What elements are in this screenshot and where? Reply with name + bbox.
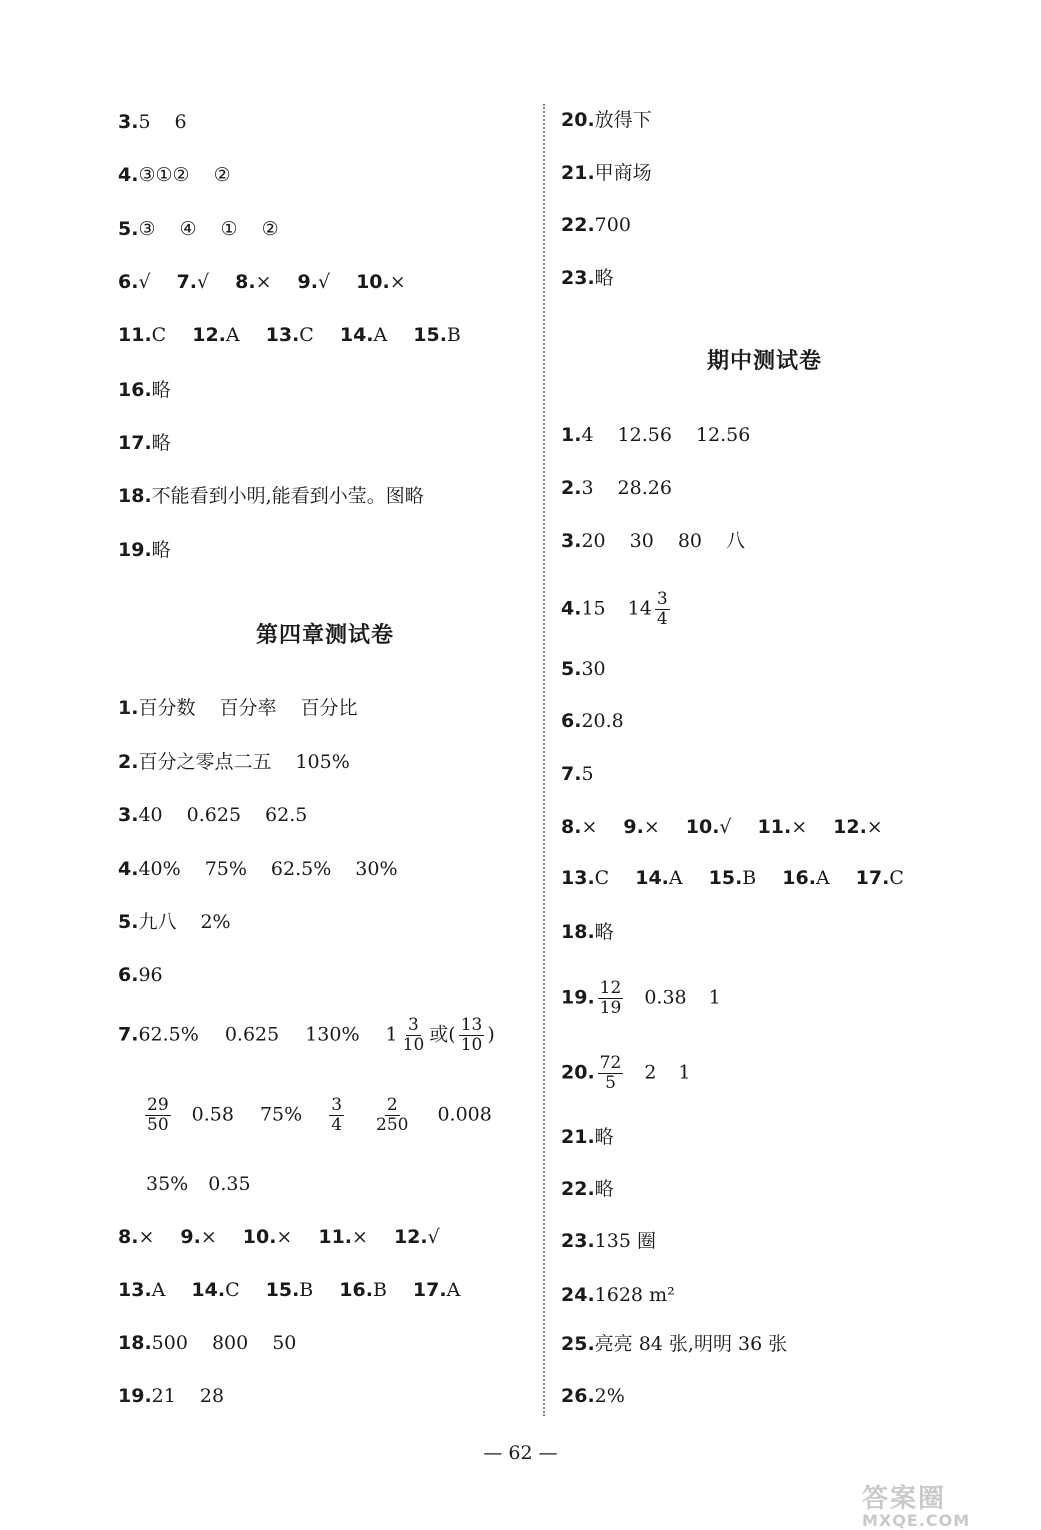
answer-line: [118, 163, 231, 187]
question-number: 6.: [118, 964, 139, 986]
answer-line: [561, 108, 652, 132]
answer-value: 12.56: [695, 424, 751, 446]
answer-value: 略: [594, 921, 614, 943]
fraction: [401, 1016, 427, 1055]
fraction: [655, 590, 670, 629]
question-number: 1.: [561, 424, 582, 446]
answer-value: 2: [644, 1061, 657, 1084]
answer-value: 12.56: [617, 424, 672, 446]
question-number: 7.: [176, 271, 198, 293]
answer-value: 30: [629, 530, 654, 552]
fraction: [329, 1096, 344, 1135]
question-number: 26.: [561, 1385, 595, 1407]
fraction-denominator: 50: [147, 1115, 169, 1135]
answer-value: ×: [200, 1226, 217, 1248]
answer-value: 40%: [138, 858, 181, 880]
answer-value: 百分数: [138, 697, 196, 719]
answer-line: [561, 866, 904, 890]
question-number: 10.: [356, 271, 390, 293]
answer-value: 40: [138, 804, 163, 826]
answer-value: 3: [581, 477, 594, 499]
question-number: 9.: [623, 816, 644, 838]
answer-value: 20.8: [581, 710, 624, 732]
answer-line: [118, 696, 358, 720]
answer-line: [561, 979, 721, 1018]
answer-line: [561, 423, 750, 447]
question-number: 14.: [339, 324, 374, 346]
answer-value: 5: [138, 111, 151, 133]
answer-value: 30%: [355, 858, 398, 880]
answer-value: 1: [708, 986, 721, 1009]
answer-value: A: [151, 1279, 166, 1301]
question-number: 19.: [561, 986, 595, 1009]
answer-line: [561, 266, 614, 290]
question-number: 22.: [561, 1178, 595, 1200]
question-number: 1.: [118, 697, 139, 719]
fraction-denominator: 4: [331, 1115, 343, 1135]
question-number: 18.: [118, 485, 152, 507]
answer-value: C: [151, 324, 167, 346]
fraction-denominator: 4: [656, 609, 668, 629]
answer-value: 35%: [146, 1173, 189, 1195]
answer-value: A: [668, 867, 683, 889]
question-number: 23.: [561, 267, 595, 289]
question-number: 15.: [265, 1279, 300, 1301]
answer-value: ②: [261, 218, 279, 240]
answer-value: 20: [581, 530, 606, 552]
answer-value: √: [197, 271, 210, 293]
fraction: [374, 1096, 410, 1135]
question-number: 10.: [685, 816, 720, 838]
answer-line: [118, 857, 398, 881]
answer-value: 105%: [295, 751, 350, 773]
answer-line: [561, 1283, 675, 1307]
fraction: [145, 1096, 171, 1135]
answer-value: 50: [272, 1332, 297, 1354]
answer-value: ×: [643, 816, 660, 838]
answer-value: 500: [151, 1332, 188, 1354]
answer-line: [561, 920, 614, 944]
question-number: 13.: [265, 324, 300, 346]
answer-value: 0.35: [208, 1173, 251, 1195]
question-number: 2.: [561, 477, 582, 499]
answer-value: 62.5%: [270, 858, 332, 880]
answer-line: [118, 1384, 224, 1408]
fraction-numerator: 13: [460, 1015, 483, 1035]
answer-line: [118, 217, 279, 241]
question-number: 14.: [635, 867, 669, 889]
question-number: 3.: [561, 530, 582, 552]
answer-value: B: [372, 1279, 387, 1301]
answer-value: ④: [179, 218, 197, 240]
question-number: 25.: [561, 1333, 595, 1355]
answer-value: ①: [220, 218, 238, 240]
question-number: 24.: [561, 1284, 595, 1306]
answer-value: B: [446, 324, 461, 346]
answer-line: [118, 538, 171, 562]
question-number: 17.: [412, 1279, 447, 1301]
answer-value: 略: [151, 539, 171, 561]
fraction-numerator: 12: [599, 978, 622, 998]
answer-value: 14: [627, 597, 652, 620]
answer-line: [561, 161, 652, 185]
answer-value: 百分率: [219, 697, 277, 719]
answer-value: ×: [389, 271, 406, 293]
answer-line: [118, 378, 171, 402]
fraction-denominator: 10: [460, 1035, 483, 1055]
question-number: 9.: [297, 271, 318, 293]
fraction-denominator: 5: [605, 1073, 616, 1093]
answer-line: [561, 529, 745, 553]
answer-value: A: [446, 1279, 461, 1301]
answer-value: 28.26: [617, 477, 672, 499]
watermark-url: MXQE.COM: [862, 1511, 971, 1530]
answer-line: [561, 709, 624, 733]
answer-value: 百分之零点二五: [138, 751, 272, 773]
question-number: 4.: [118, 858, 139, 880]
answer-value: ×: [352, 1226, 368, 1248]
answer-value: √: [317, 271, 331, 293]
question-number: 16.: [782, 867, 816, 889]
answer-line: [561, 657, 606, 681]
answer-value: 0.38: [644, 986, 687, 1009]
question-number: 16.: [339, 1279, 373, 1301]
fraction-numerator: 72: [599, 1053, 622, 1073]
fraction: [598, 1054, 624, 1093]
close-paren: ): [487, 1023, 495, 1046]
answer-value: 略: [594, 267, 614, 289]
answer-line: [561, 1054, 691, 1093]
answer-value: ×: [255, 271, 272, 293]
answer-value: ②: [213, 164, 231, 186]
question-number: 10.: [242, 1226, 277, 1248]
answer-value: 21: [151, 1385, 176, 1407]
fraction: [459, 1016, 485, 1055]
answer-value: 2%: [200, 911, 231, 933]
answer-value: 6: [174, 111, 187, 133]
question-number: 17.: [118, 432, 152, 454]
answer-line: [561, 1384, 625, 1408]
question-number: 13.: [561, 867, 595, 889]
answer-line: [561, 476, 672, 500]
answer-line: [561, 590, 673, 629]
question-number: 2.: [118, 751, 139, 773]
question-number: 7.: [561, 763, 582, 785]
fraction-numerator: 3: [331, 1095, 343, 1115]
section-title: 第四章测试卷: [256, 623, 395, 648]
answer-value: A: [815, 867, 830, 889]
answer-value: ×: [276, 1226, 293, 1248]
answer-line: [118, 1331, 296, 1355]
question-number: 19.: [118, 539, 152, 561]
question-number: 4.: [118, 164, 139, 186]
question-number: 12.: [833, 816, 867, 838]
answer-value: √: [427, 1226, 440, 1248]
question-number: 18.: [561, 921, 595, 943]
answer-value: 亮亮 84 张,明明 36 张: [594, 1333, 788, 1355]
answer-value: 700: [594, 214, 631, 236]
answer-line: [561, 1229, 656, 1253]
question-number: 6.: [561, 710, 582, 732]
answer-line: [561, 815, 883, 839]
answer-value: 略: [594, 1126, 614, 1148]
answer-value: C: [299, 324, 314, 346]
question-number: 11.: [757, 816, 792, 838]
answer-line: [118, 431, 171, 455]
answer-value: 略: [151, 379, 171, 401]
column-divider: [543, 104, 545, 1416]
answer-line: [118, 484, 424, 508]
answer-line: [118, 803, 307, 827]
question-number: 6.: [118, 271, 139, 293]
answer-line: [561, 1125, 614, 1149]
answer-line: [118, 910, 231, 934]
question-number: 14.: [191, 1279, 226, 1301]
answer-line: [561, 1177, 614, 1201]
answer-value: 0.58: [191, 1103, 234, 1126]
answer-value: 75%: [259, 1103, 303, 1126]
answer-value: 1: [385, 1023, 398, 1046]
answer-value: 九八: [138, 911, 177, 933]
question-number: 8.: [118, 1226, 139, 1248]
question-number: 8.: [235, 271, 256, 293]
question-number: 5.: [561, 658, 582, 680]
fraction-denominator: 250: [376, 1115, 409, 1135]
answer-value: 2%: [594, 1385, 625, 1407]
answer-value: 不能看到小明,能看到小莹。图略: [151, 485, 424, 507]
question-number: 12.: [393, 1226, 428, 1248]
question-number: 4.: [561, 597, 582, 620]
answer-value: √: [719, 816, 732, 838]
answer-value: 96: [138, 964, 163, 986]
fraction-numerator: 2: [386, 1095, 398, 1115]
fraction-numerator: 29: [147, 1095, 169, 1115]
question-number: 15.: [413, 324, 447, 346]
question-number: 18.: [118, 1332, 152, 1354]
question-number: 20.: [561, 109, 595, 131]
question-number: 5.: [118, 218, 139, 240]
answer-line: [561, 762, 594, 786]
question-number: 3.: [118, 111, 139, 133]
answer-value: ×: [791, 816, 808, 838]
answer-value: A: [373, 324, 388, 346]
answer-value: 30: [581, 658, 606, 680]
question-number: 16.: [118, 379, 152, 401]
question-number: 15.: [708, 867, 743, 889]
watermark-logo: [862, 1478, 1032, 1530]
answer-value: 放得下: [594, 109, 652, 131]
question-number: 9.: [180, 1226, 201, 1248]
question-number: 20.: [561, 1061, 595, 1084]
fraction-denominator: 10: [402, 1035, 425, 1055]
answer-value: 28: [199, 1385, 225, 1407]
answer-value: 0.625: [224, 1023, 280, 1046]
section-title: 期中测试卷: [707, 349, 823, 374]
answer-line: [118, 1096, 492, 1135]
answer-line: [118, 1016, 495, 1055]
answer-value: 略: [594, 1178, 614, 1200]
fraction: [598, 979, 624, 1018]
or-text: 或(: [429, 1023, 456, 1046]
answer-value: 1628 m²: [594, 1284, 675, 1306]
answer-line: [118, 110, 187, 134]
answer-value: 略: [151, 432, 171, 454]
question-number: 8.: [561, 816, 582, 838]
question-number: 23.: [561, 1230, 595, 1252]
question-number: 19.: [118, 1385, 152, 1407]
answer-value: ③: [138, 218, 156, 240]
answer-line: [561, 213, 631, 237]
answer-value: 5: [581, 763, 594, 785]
question-number: 21.: [561, 1126, 595, 1148]
answer-value: ×: [866, 816, 883, 838]
question-number: 21.: [561, 162, 595, 184]
answer-line: [118, 1278, 460, 1302]
answer-value: 800: [211, 1332, 249, 1354]
answer-value: 62.5: [265, 804, 308, 826]
answer-value: √: [138, 271, 151, 293]
question-number: 11.: [118, 324, 152, 346]
answer-line: [118, 750, 350, 774]
answer-value: 130%: [305, 1023, 360, 1046]
answer-value: 4: [581, 424, 594, 446]
answer-value: 15: [581, 597, 606, 620]
answer-value: C: [594, 867, 610, 889]
answer-value: C: [225, 1279, 240, 1301]
answer-line: [561, 1332, 787, 1356]
answer-value: ×: [581, 816, 598, 838]
answer-line: [118, 1172, 251, 1196]
answer-value: 甲商场: [594, 162, 652, 184]
answer-line: [118, 323, 461, 347]
question-number: 13.: [118, 1279, 152, 1301]
answer-value: 62.5%: [138, 1023, 199, 1046]
question-number: 5.: [118, 911, 139, 933]
page-number: — 62 —: [483, 1442, 558, 1464]
answer-value: A: [225, 324, 240, 346]
question-number: 22.: [561, 214, 595, 236]
answer-value: 135 圈: [594, 1230, 656, 1252]
watermark-text: 答案圈: [862, 1484, 947, 1514]
answer-line: [118, 270, 406, 294]
answer-value: 八: [726, 530, 746, 552]
answer-line: [118, 1225, 440, 1249]
question-number: 12.: [192, 324, 226, 346]
fraction-denominator: 19: [599, 998, 622, 1018]
question-number: 11.: [318, 1226, 353, 1248]
answer-value: 0.625: [186, 804, 242, 826]
answer-value: 0.008: [437, 1103, 492, 1126]
answer-value: 75%: [204, 858, 247, 880]
answer-value: B: [299, 1279, 314, 1301]
answer-value: ③①②: [138, 164, 190, 186]
answer-value: 百分比: [300, 697, 358, 719]
answer-value: B: [742, 867, 757, 889]
question-number: 17.: [855, 867, 890, 889]
answer-value: 1: [678, 1061, 691, 1084]
question-number: 3.: [118, 804, 139, 826]
answer-line: [118, 963, 163, 987]
fraction-numerator: 3: [656, 589, 668, 609]
answer-value: 80: [677, 530, 703, 552]
answer-value: C: [889, 867, 904, 889]
fraction-numerator: 3: [408, 1015, 419, 1035]
question-number: 7.: [118, 1023, 139, 1046]
answer-value: ×: [138, 1226, 155, 1248]
